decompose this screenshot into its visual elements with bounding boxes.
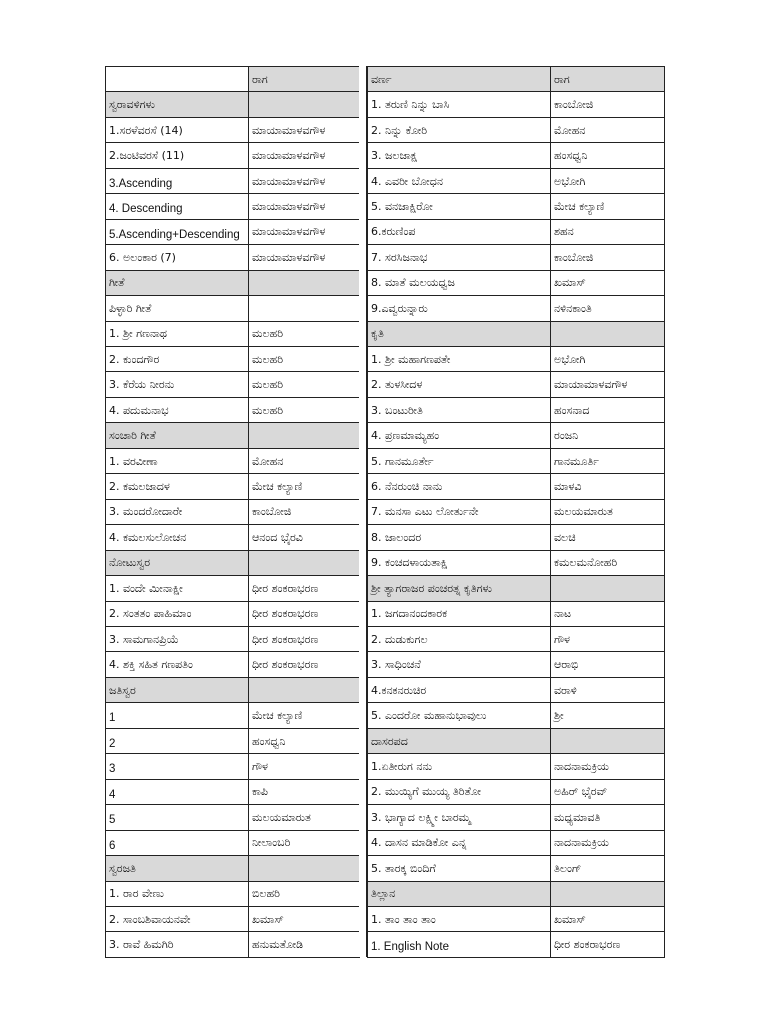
raga-cell: ಗೌಳ <box>551 627 665 651</box>
left-column-table <box>105 66 360 958</box>
title-cell: 8. ಮಾತೆ ಮಲಯಧ್ವಜ <box>368 271 551 295</box>
title-cell: 3. ಬಂಟುರೀತಿ <box>368 398 551 422</box>
raga-table <box>105 66 664 958</box>
title-cell: 2 <box>106 729 249 753</box>
raga-cell <box>249 423 360 447</box>
raga-cell: ಹಂಸಧ್ವನಿ <box>249 729 360 753</box>
table-row <box>368 652 665 677</box>
table-row <box>368 296 665 321</box>
raga-cell: ಮೇಚ ಕಲ್ಯಾಣಿ <box>551 194 665 218</box>
raga-cell: ತಿಲಂಗ್ <box>551 856 665 880</box>
section-header-row <box>106 92 360 117</box>
raga-cell: ಖಮಾಸ್ <box>249 907 360 931</box>
raga-cell: ಖಮಾಸ್ <box>551 907 665 931</box>
table-row <box>106 627 360 652</box>
title-cell: 1. English Note <box>368 932 551 956</box>
table-row <box>368 398 665 423</box>
title-cell: 3. ಕೆರೆಯ ನೀರನು <box>106 372 249 396</box>
table-row <box>368 907 665 932</box>
title-cell: ಗೀತೆ <box>106 271 249 295</box>
title-cell: 3. ಭಾಗ್ಯಾದ ಲಕ್ಷ್ಮೀ ಬಾರಮ್ಮ <box>368 805 551 829</box>
title-cell: 4. ಪದುಮನಾಭ <box>106 398 249 422</box>
raga-cell: ಮಾಯಾಮಾಳವಗೌಳ <box>249 194 360 218</box>
title-cell: 1. ರಾರ ವೇಣು <box>106 882 249 906</box>
title-cell: 2. ಕುಂದಗೌರ <box>106 347 249 371</box>
table-row <box>368 780 665 805</box>
section-header-row <box>106 678 360 703</box>
table-row <box>106 296 360 321</box>
raga-cell <box>551 576 665 600</box>
section-header-row <box>368 322 665 347</box>
table-row <box>106 500 360 525</box>
title-cell: ಪಿಳ್ಳಾರಿ ಗೀತೆ <box>106 296 249 320</box>
title-cell: 6.ಕರುಣಿಂಪ <box>368 220 551 244</box>
title-cell: ತಿಲ್ಲಾನ <box>368 882 551 906</box>
title-cell: ಸ್ವರಜತಿ <box>106 856 249 880</box>
table-row <box>368 220 665 245</box>
raga-cell: ಹಂಸಧ್ವನಿ <box>551 143 665 167</box>
title-cell: 4. ಶಕ್ತಿ ಸಹಿತ ಗಣಪತಿಂ <box>106 652 249 676</box>
title-cell: 1. ವಂದೇ ಮೀನಾಕ್ಷೀ <box>106 576 249 600</box>
title-cell: 1. ತರುಣಿ ನಿನ್ನು ಬಾಸಿ <box>368 92 551 116</box>
title-cell: 5. ತಾರಕ್ಕ ಬಿಂದಿಗೆ <box>368 856 551 880</box>
right-column-table <box>367 66 665 958</box>
title-cell: 2. ಸಾಂಬಶಿವಾಯನವೇ <box>106 907 249 931</box>
raga-cell: ನಾದನಾಮಕ್ರಿಯ <box>551 754 665 778</box>
raga-cell: ನೀಲಾಂಬರಿ <box>249 831 360 855</box>
title-cell: 1. ತಾಂ ತಾಂ ತಾಂ <box>368 907 551 931</box>
raga-cell: ಮಾಯಾಮಾಳವಗೌಳ <box>249 245 360 269</box>
title-cell: 1.ಸರಳೆವರಸೆ (14) <box>106 118 249 142</box>
table-row <box>106 932 360 957</box>
raga-cell: ನಳಿನಕಾಂತಿ <box>551 296 665 320</box>
table-row <box>368 194 665 219</box>
title-cell: 3 <box>106 754 249 778</box>
raga-cell: ಮಾಯಾಮಾಳವಗೌಳ <box>249 220 360 244</box>
title-cell: ವರ್ಣ <box>368 67 551 91</box>
table-row <box>368 754 665 779</box>
title-cell: 3. ಸಾಮಗಾನಪ್ರಿಯೆ <box>106 627 249 651</box>
title-cell: 1.ಏತೀರುಗ ನನು <box>368 754 551 778</box>
raga-cell: ಶಹನ <box>551 220 665 244</box>
raga-cell: ಮಾಯಾಮಾಳವಗೌಳ <box>249 143 360 167</box>
table-row <box>106 347 360 372</box>
table-row <box>106 143 360 168</box>
table-row <box>106 398 360 423</box>
title-cell: 5.Ascending+Descending <box>106 220 249 244</box>
table-row <box>106 576 360 601</box>
table-row <box>106 194 360 219</box>
table-row <box>106 474 360 499</box>
raga-cell: ಅಭೋಗಿ <box>551 169 665 193</box>
table-row <box>368 703 665 728</box>
table-row <box>106 652 360 677</box>
title-cell: 3. ಸಾಧಿಂಚನೆ <box>368 652 551 676</box>
title-cell: 2. ನಿನ್ನು ಕೋರಿ <box>368 118 551 142</box>
raga-cell: ಮೋಹನ <box>551 118 665 142</box>
table-row <box>106 780 360 805</box>
raga-cell: ಕಾಂಬೋಜಿ <box>551 92 665 116</box>
title-cell: 3. ಜಲಜಾಕ್ಷ <box>368 143 551 167</box>
title-cell: 5 <box>106 805 249 829</box>
raga-cell: ರಾಗ <box>249 67 360 91</box>
raga-cell: ಹಂಸನಾದ <box>551 398 665 422</box>
raga-cell: ಆನಂದ ಭೈರವಿ <box>249 525 360 549</box>
raga-cell: ಕಾಪಿ <box>249 780 360 804</box>
title-cell: 3. ಮಂದರೋದಾರೇ <box>106 500 249 524</box>
table-row <box>368 602 665 627</box>
table-row <box>368 474 665 499</box>
raga-cell: ಧೀರ ಶಂಕರಾಭರಣ <box>551 932 665 956</box>
raga-cell: ರಂಜನಿ <box>551 423 665 447</box>
title-cell: 1. ಜಗದಾನಂದಕಾರಕ <box>368 602 551 626</box>
title-cell: 2. ತುಳಸೀದಳ <box>368 372 551 396</box>
title-cell: 6. ಅಲಂಕಾರ (7) <box>106 245 249 269</box>
raga-cell: ಮೇಚ ಕಲ್ಯಾಣಿ <box>249 703 360 727</box>
table-row <box>368 347 665 372</box>
title-cell: 4. ದಾಸನ ಮಾಡಿಕೋ ಎನ್ನ <box>368 831 551 855</box>
title-cell: 2. ಮುಯ್ಯಿಗೆ ಮುಯ್ಯ ತಿರಿತೋ <box>368 780 551 804</box>
table-row <box>368 551 665 576</box>
section-header-row <box>368 882 665 907</box>
raga-cell: ಮೋಹನ <box>249 449 360 473</box>
raga-cell: ಧೀರ ಶಂಕರಾಭರಣ <box>249 576 360 600</box>
table-row <box>106 245 360 270</box>
raga-cell: ನಾದನಾಮಕ್ರಿಯ <box>551 831 665 855</box>
title-cell: 1. ಶ್ರೀ ಗಣನಾಥ <box>106 322 249 346</box>
raga-cell: ರಾಗ <box>551 67 665 91</box>
table-row <box>106 729 360 754</box>
raga-cell: ಗಾನಮೂರ್ತಿ <box>551 449 665 473</box>
raga-cell: ವರಾಳಿ <box>551 678 665 702</box>
table-row <box>106 805 360 830</box>
raga-cell <box>249 678 360 702</box>
raga-cell: ಅಭೋಗಿ <box>551 347 665 371</box>
table-row <box>368 423 665 448</box>
table-row <box>106 322 360 347</box>
raga-cell: ಮೇಚ ಕಲ್ಯಾಣಿ <box>249 474 360 498</box>
title-cell: 7. ಸರಸಿಜನಾಭ <box>368 245 551 269</box>
table-row <box>106 169 360 194</box>
table-row <box>368 805 665 830</box>
table-header-row <box>106 67 360 92</box>
title-cell: 9. ಕಂಚದಳಾಯತಾಕ್ಷಿ <box>368 551 551 575</box>
table-row <box>106 831 360 856</box>
title-cell: 5. ವನಜಾಕ್ಷಿರೋ <box>368 194 551 218</box>
raga-cell <box>249 296 360 320</box>
raga-cell: ಮಾಯಾಮಾಳವಗೌಳ <box>551 372 665 396</box>
raga-cell <box>551 322 665 346</box>
title-cell: 5. ಗಾನಮೂರ್ತೇ <box>368 449 551 473</box>
title-cell: ದಾಸರಪದ <box>368 729 551 753</box>
raga-cell <box>249 551 360 575</box>
table-row <box>106 703 360 728</box>
table-row <box>106 449 360 474</box>
table-row <box>106 602 360 627</box>
raga-cell <box>249 271 360 295</box>
raga-cell <box>249 92 360 116</box>
raga-cell: ವಲಚಿ <box>551 525 665 549</box>
raga-cell: ಮಾಯಾಮಾಳವಗೌಳ <box>249 118 360 142</box>
title-cell: 6. ನೆನರುಂಚಿ ನಾನು <box>368 474 551 498</box>
table-row <box>106 754 360 779</box>
raga-cell: ಮಲಹರಿ <box>249 322 360 346</box>
table-row <box>368 169 665 194</box>
title-cell: ಸ್ವರಾವಳಿಗಳು <box>106 92 249 116</box>
table-row <box>106 882 360 907</box>
table-row <box>106 525 360 550</box>
table-row <box>368 143 665 168</box>
title-cell: 4. ಎವರೀ ಬೋಧನ <box>368 169 551 193</box>
title-cell: 7. ಮನಸಾ ಎಟು ಲೋರ್ತುನೇ <box>368 500 551 524</box>
table-row <box>368 245 665 270</box>
section-header-row <box>368 729 665 754</box>
raga-cell: ನಾಟ <box>551 602 665 626</box>
raga-cell: ಮಲಹರಿ <box>249 398 360 422</box>
raga-cell: ಗೌಳ <box>249 754 360 778</box>
table-row <box>368 678 665 703</box>
raga-cell: ಬಿಲಹರಿ <box>249 882 360 906</box>
title-cell: 3.Ascending <box>106 169 249 193</box>
table-row <box>106 907 360 932</box>
table-row <box>106 118 360 143</box>
title-cell: ಸಂಚಾರಿ ಗೀತೆ <box>106 423 249 447</box>
title-cell: 2. ದುಡುಕುಗಲ <box>368 627 551 651</box>
title-cell: 2.ಜಂಟಿವರಸೆ (11) <box>106 143 249 167</box>
raga-cell: ಹನುಮತೋಡಿ <box>249 932 360 956</box>
table-row <box>368 118 665 143</box>
title-cell: 1. ವರವೀಣಾ <box>106 449 249 473</box>
title-cell: 2. ಕಮಲಜಾದಳ <box>106 474 249 498</box>
raga-cell: ಕಾಂಬೋಜಿ <box>551 245 665 269</box>
title-cell: ನೋಟುಸ್ವರ <box>106 551 249 575</box>
table-row <box>368 372 665 397</box>
raga-cell: ಮಲಯಮಾರುತ <box>249 805 360 829</box>
raga-cell: ಧೀರ ಶಂಕರಾಭರಣ <box>249 627 360 651</box>
table-row <box>368 449 665 474</box>
raga-cell: ಮಲಹರಿ <box>249 372 360 396</box>
table-header-row <box>368 67 665 92</box>
title-cell: ಶ್ರೀ ತ್ಯಾಗರಾಜರ ಪಂಚರತ್ನ ಕೃತಿಗಳು <box>368 576 551 600</box>
table-row <box>368 831 665 856</box>
raga-cell: ಕಾಂಬೋಜಿ <box>249 500 360 524</box>
title-cell: 1. ಶ್ರೀ ಮಹಾಗಣಪತೇ <box>368 347 551 371</box>
raga-cell: ಮಲಯಮಾರುತ <box>551 500 665 524</box>
title-cell: ಜತಿಸ್ವರ <box>106 678 249 702</box>
section-header-row <box>106 423 360 448</box>
raga-cell <box>551 729 665 753</box>
title-cell: 2. ಸಂತತಂ ಪಾಹಿಮಾಂ <box>106 602 249 626</box>
table-row <box>368 627 665 652</box>
title-cell: 4 <box>106 780 249 804</box>
raga-cell: ಮಲಹರಿ <box>249 347 360 371</box>
raga-cell: ಆರಾಭಿ <box>551 652 665 676</box>
title-cell: 9.ಎವ್ವರುನ್ನಾರು <box>368 296 551 320</box>
table-row <box>106 220 360 245</box>
column-divider <box>359 66 367 957</box>
table-row <box>368 525 665 550</box>
table-row <box>368 92 665 117</box>
raga-cell: ಧೀರ ಶಂಕರಾಭರಣ <box>249 652 360 676</box>
title-cell: ಕೃತಿ <box>368 322 551 346</box>
raga-cell: ಖಮಾಸ್ <box>551 271 665 295</box>
raga-cell: ಧೀರ ಶಂಕರಾಭರಣ <box>249 602 360 626</box>
title-cell: 8. ಜಾಲಂದರ <box>368 525 551 549</box>
section-header-row <box>106 856 360 881</box>
title-cell: 5. ಎಂದರೋ ಮಹಾನುಭಾವುಲು <box>368 703 551 727</box>
title-cell: 6 <box>106 831 249 855</box>
table-row <box>368 932 665 957</box>
section-header-row <box>368 576 665 601</box>
table-row <box>106 372 360 397</box>
table-row <box>368 856 665 881</box>
raga-cell <box>249 856 360 880</box>
section-header-row <box>106 271 360 296</box>
table-row <box>368 271 665 296</box>
title-cell: 4.ಕನಕನರುಚಿರ <box>368 678 551 702</box>
raga-cell <box>551 882 665 906</box>
table-row <box>368 500 665 525</box>
raga-cell: ಮಾಯಾಮಾಳವಗೌಳ <box>249 169 360 193</box>
title-cell <box>106 67 249 91</box>
raga-cell: ಮಾಳವಿ <box>551 474 665 498</box>
title-cell: 4. Descending <box>106 194 249 218</box>
raga-cell: ಶ್ರೀ <box>551 703 665 727</box>
title-cell: 3. ರಾವೆ ಹಿಮಗಿರಿ <box>106 932 249 956</box>
title-cell: 1 <box>106 703 249 727</box>
raga-cell: ಅಹಿರ್ ಭೈರವ್ <box>551 780 665 804</box>
raga-cell: ಕಮಲಮನೋಹರಿ <box>551 551 665 575</box>
title-cell: 4. ಪ್ರಣಮಾಮ್ಯಹಂ <box>368 423 551 447</box>
title-cell: 4. ಕಮಲಸುಲೋಚನ <box>106 525 249 549</box>
raga-cell: ಮಧ್ಯಮಾವತಿ <box>551 805 665 829</box>
section-header-row <box>106 551 360 576</box>
